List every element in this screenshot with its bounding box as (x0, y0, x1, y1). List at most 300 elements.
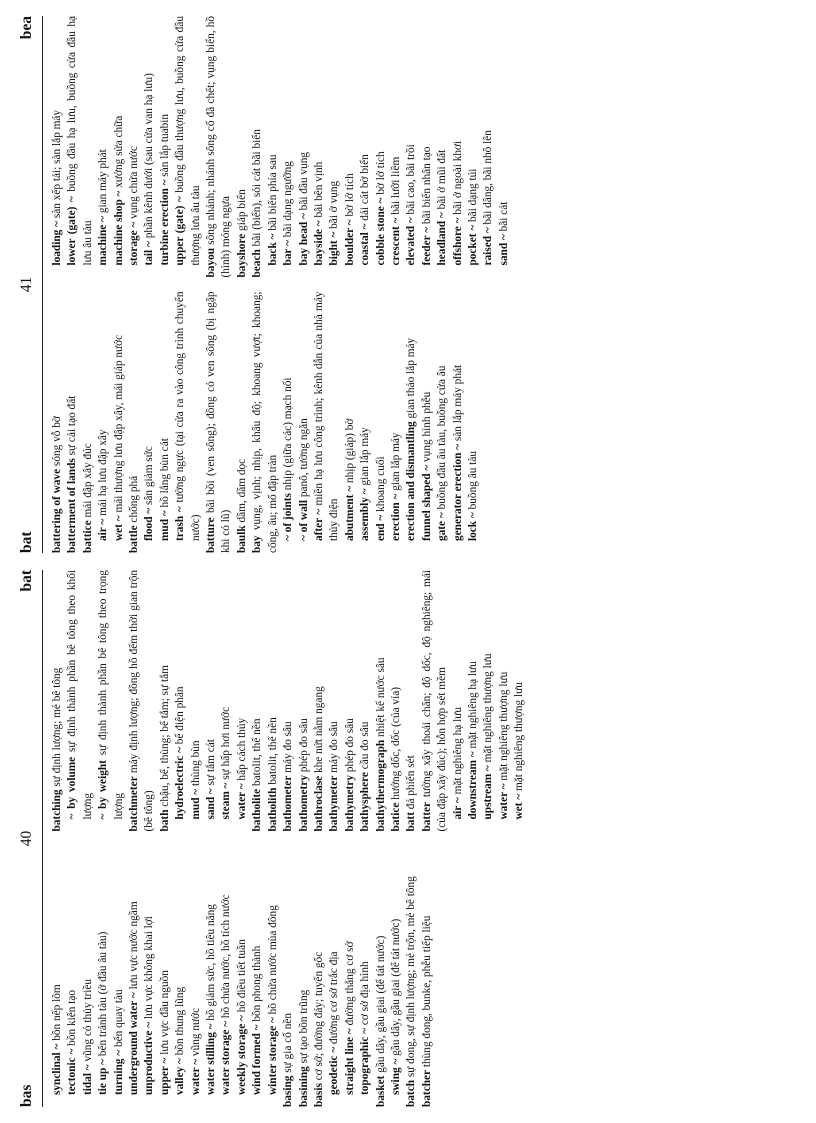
entry-headword: erection and dismantling (405, 421, 418, 541)
sub-entry (466, 570, 481, 832)
sub-entry (65, 570, 96, 832)
sub-entry (142, 846, 157, 1108)
entry-definition: lưu vực không khai lợi (143, 916, 156, 1020)
column (50, 846, 800, 1108)
entry-definition: bãi lưỡi liềm (389, 156, 402, 215)
entry-definition: bãi ở mũi đất (436, 149, 449, 210)
entry-definition: gầu dây, gầu giai (để tát nước) (389, 918, 402, 1056)
sub-entry (374, 16, 389, 278)
entry-headword: batt (405, 812, 418, 832)
entry-definition: máy định lượng; đồng hồ đếm thời gian trộn (bê tông) (128, 570, 156, 832)
sub-entry (250, 846, 265, 1108)
entry-definition: hồ điều tiết tuần (235, 939, 248, 1013)
page-header (18, 16, 43, 553)
dictionary-entry (297, 570, 312, 832)
entry-headword: battle (128, 525, 141, 553)
entry-headword: mud ~ (158, 510, 171, 541)
entry-definition: đường thẳng cơ sở (343, 941, 356, 1026)
entry-headword: bay (251, 535, 264, 553)
entry-definition: sự cải tạo đất (66, 395, 79, 456)
entry-definition: miền hạ lưu công trình; kênh dẫn của nhà máy thủy điện (312, 291, 341, 541)
sub-entry (189, 570, 204, 832)
entry-definition: cơ sở; đường đáy; tuyến gốc (312, 951, 325, 1081)
sub-entry (173, 846, 188, 1108)
sub-entry (281, 16, 296, 278)
sub-entry (266, 16, 281, 278)
sub-entry (266, 846, 281, 1108)
entry-definition: mái đập xây đúc (81, 443, 94, 518)
entry-headword: basket (374, 1075, 387, 1107)
entry-headword: wet ~ (112, 515, 125, 541)
entry-headword: battice (81, 520, 94, 553)
entry-definition: bãi biển phía sau (266, 154, 279, 231)
sub-entry (50, 16, 65, 278)
entry-definition: sự đong, sự định lượng; mẻ trộn, mẻ bê tông (405, 876, 418, 1078)
entry-headword: tail ~ (143, 241, 156, 266)
entry-definition: hồ giảm sức, hồ tiêu năng (205, 904, 218, 1021)
dictionary-entry (250, 16, 265, 278)
entry-definition: bờ lở tích (374, 151, 387, 195)
dictionary-entry (204, 16, 235, 278)
sub-entry (112, 16, 127, 278)
sub-entry (173, 16, 204, 278)
entry-definition: bến tránh tàu (ở đầu âu tàu) (97, 931, 110, 1057)
dictionary-entry (50, 292, 65, 554)
sub-entry (389, 846, 404, 1108)
sub-entry (374, 292, 389, 554)
entry-definition: mặt nghiêng thượng lưu (497, 671, 510, 781)
entry-definition: lưu vực đầu nguồn (158, 970, 171, 1055)
entry-definition: bãi cao, bãi trồi (405, 144, 418, 215)
sub-entry (219, 846, 234, 1108)
sub-entry (404, 292, 419, 554)
sub-entry (281, 292, 296, 554)
entry-definition: mặt nghiêng hạ lưu (466, 661, 479, 749)
entry-definition: bãi bồi (ven sông); đồng cỏ ven sông (bị ngập khi có lũ) (205, 291, 233, 553)
entry-definition: sự định lượng; mẻ bê tông (51, 667, 63, 787)
sub-entry (142, 16, 157, 278)
entry-headword: bathymetry (343, 775, 356, 832)
sub-entry (297, 292, 312, 554)
entry-headword: air ~ (451, 797, 464, 820)
entry-headword: water ~ (189, 1058, 202, 1095)
entry-headword: sand ~ (497, 234, 510, 266)
entry-headword: back ~ (266, 233, 279, 266)
entry-headword: assembly ~ (359, 488, 372, 541)
entry-definition: vụng, vịnh; nhịp, khẩu độ; khoang vượt; khoang; cống, âu; mố đập tràn (251, 291, 279, 553)
entry-headword: batture (205, 517, 218, 553)
entry-headword: air ~ (97, 518, 110, 541)
sub-entry (96, 292, 111, 554)
entry-headword: basing (282, 1075, 295, 1107)
entry-definition: hồ lắng bùn cát (158, 438, 171, 508)
entry-definition: nhịp (giữa các) mạch nối (282, 377, 295, 491)
entry-definition: khoang cuối (374, 456, 387, 512)
entry-definition: gian máy phát (97, 149, 110, 214)
entry-headword: machine shop ~ (112, 190, 125, 266)
entry-headword: bar ~ (282, 240, 295, 266)
sub-entry (127, 846, 142, 1108)
sub-entry (112, 292, 127, 554)
dictionary-entry (81, 292, 96, 554)
entry-definition: sông nhánh; nhánh sông cổ đã chết; vụng biển, hồ (hình) móng ngựa (205, 16, 233, 278)
dictionary-entry (127, 570, 158, 832)
entry-headword: gate ~ (436, 512, 449, 541)
entry-definition: vũng có thủy triều (81, 978, 94, 1062)
entry-definition: chậu, bể, thùng; bể tắm; sự tắm (158, 665, 171, 807)
entry-headword: loading ~ (51, 221, 63, 266)
entry-definition: gian tháo lắp máy (405, 337, 418, 419)
sub-entry (312, 292, 343, 554)
entry-headword: topographic ~ (359, 1027, 372, 1095)
entry-headword: upstream ~ (482, 765, 495, 820)
entry-definition: bồn nếp lõm (51, 984, 63, 1041)
entry-definition: bồn thung lũng (174, 986, 187, 1056)
dictionary-entry (312, 846, 327, 1108)
sub-entry (343, 292, 358, 554)
entry-definition: batolit, thể nền (251, 718, 264, 786)
column (50, 292, 800, 554)
entry-headword: battering of wave (51, 468, 63, 553)
entry-definition: bãi biển nhân tạo (420, 146, 433, 225)
entry-headword: beach (251, 249, 264, 278)
entry-headword: cobble stone ~ (374, 197, 387, 266)
entry-definition: hồ chứa nước, hồ tích nước (220, 894, 233, 1019)
entry-definition: hấp cách thủy (235, 717, 248, 781)
entry-definition: bến quay tàu (112, 989, 125, 1048)
entry-headword: funnel shaped ~ (420, 464, 433, 541)
sub-entry (466, 16, 481, 278)
entry-definition: buồng đầu hạ lưu, buồng cửa đầu hạ lưu âu tàu (66, 16, 94, 266)
page-header (18, 570, 43, 1107)
sub-entry (158, 16, 173, 278)
entry-definition: vụng chứa nước (128, 146, 141, 219)
entry-definition: mặt nghiêng thượng lưu (513, 682, 526, 792)
sub-entry (481, 16, 496, 278)
entry-headword: lock ~ (466, 512, 479, 541)
entry-headword: basis (312, 1083, 325, 1107)
dictionary-entry (235, 16, 250, 278)
sub-entry (312, 16, 327, 278)
sub-entry (343, 846, 358, 1108)
sub-entry (466, 292, 481, 554)
header-guide-right: bat (18, 570, 35, 592)
entry-headword: elevated ~ (405, 217, 418, 266)
entry-headword: sand ~ (205, 788, 218, 820)
entry-definition: gian lắp máy (359, 427, 372, 486)
entry-definition: hồ chứa nước mùa đông (266, 905, 279, 1015)
entry-definition: batolit, thể nền (266, 717, 279, 785)
entry-definition: chống phá (128, 475, 141, 523)
entry-definition: bãi cát (497, 201, 510, 232)
entry-headword: bath (158, 809, 171, 832)
entry-definition: bể điện phân (174, 686, 187, 745)
entry-definition: sự định thành phần bê tông theo khối lượng (66, 570, 94, 820)
entry-headword: bathythermograph (374, 739, 387, 832)
entry-definition: vũng nước (189, 1007, 202, 1057)
entry-definition: máy đo sâu (282, 721, 295, 773)
entry-headword: straight line ~ (343, 1028, 356, 1095)
entry-definition: nhịp (giáp) bờ (343, 418, 356, 484)
entry-headword: batholite (251, 788, 264, 832)
entry-definition: mái hạ lưu đập xây (97, 429, 110, 516)
entry-headword: abutment ~ (343, 485, 356, 541)
entry-headword: geodetic ~ (328, 1046, 341, 1095)
sub-entry (420, 16, 435, 278)
dictionary-entry (374, 846, 389, 1108)
sub-entry (435, 292, 450, 554)
entry-headword: batterment of lands (66, 458, 79, 553)
entry-definition: buồng đầu thượng lưu, buồng cửa đầu thượng lưu âu tàu (174, 16, 202, 266)
header-guide-left: bat (18, 531, 35, 553)
dictionary-entry (312, 570, 327, 832)
entry-definition: bồn phong thành (251, 945, 264, 1022)
entry-definition: đá phiến sét (405, 755, 418, 810)
entry-definition: bãi (biển), sỏi cát bãi biển (251, 129, 264, 247)
entry-headword: headland ~ (436, 212, 449, 266)
entry-headword: wind formed ~ (251, 1024, 264, 1095)
dictionary-entry (420, 846, 435, 1108)
entry-headword: baulk (235, 525, 248, 553)
entry-headword: swing ~ (389, 1058, 402, 1095)
entry-headword: bay head ~ (297, 213, 310, 266)
entry-headword: machine ~ (97, 216, 110, 266)
entry-definition: giáp biển (235, 189, 248, 231)
entry-headword: weekly storage ~ (235, 1015, 248, 1095)
sub-entry (65, 16, 96, 278)
entry-definition: bãi bên vịnh (312, 161, 325, 218)
entry-definition: đường cơ sở trắc địa (328, 951, 341, 1044)
entry-headword: batholith (266, 787, 279, 832)
entry-headword: ~ by weight (97, 760, 110, 820)
dictionary-entry (158, 570, 173, 832)
entry-definition: thùng bùn (189, 740, 202, 786)
dictionary-entry (235, 292, 250, 554)
sub-entry (389, 292, 404, 554)
entry-definition: bãi dạng ngưỡng (282, 161, 295, 238)
entry-headword: bathysphere (359, 772, 372, 832)
entry-headword: batching (51, 789, 63, 832)
sub-entry (142, 292, 157, 554)
dictionary-entry (281, 570, 296, 832)
dictionary-entry (404, 570, 419, 832)
dictionary-entry (50, 570, 65, 832)
entry-headword: basining (297, 1066, 310, 1107)
entry-definition: khe nứt nằm ngang (312, 686, 325, 774)
entry-headword: ~ of joints (282, 493, 295, 541)
entry-definition: sự gia cố nền (282, 1012, 295, 1073)
sub-entry (112, 846, 127, 1108)
entry-headword: tectonic ~ (66, 1048, 79, 1095)
entry-headword: water storage ~ (220, 1020, 233, 1095)
entry-headword: lower (gate) ~ (66, 196, 79, 266)
entry-definition: cầu đo sâu (359, 721, 372, 770)
entry-definition: sàn lắp tuabin (158, 113, 171, 177)
dictionary-entry (343, 570, 358, 832)
dictionary-entry (389, 570, 404, 832)
header-guide-right: bea (18, 16, 35, 40)
entry-headword: bathymeter (328, 775, 341, 832)
entry-definition: hướng dốc, dốc (của vỉa) (389, 687, 402, 800)
entry-definition: bãi ở vụng (328, 180, 341, 229)
dictionary-entry (127, 292, 142, 554)
dictionary-entry (281, 846, 296, 1108)
entry-headword: steam ~ (220, 782, 233, 820)
entry-headword: generator erection ~ (451, 443, 464, 541)
sub-entry (173, 292, 204, 554)
rotated-spread (8, 8, 808, 1115)
entry-headword: flood ~ (143, 507, 156, 541)
sub-entry (96, 16, 111, 278)
entry-headword: turning ~ (112, 1049, 125, 1095)
entry-headword: tie up ~ (97, 1058, 110, 1095)
entry-definition: sân giảm sức (143, 446, 156, 505)
sub-entry (420, 292, 435, 554)
entry-headword: bathometry (297, 775, 310, 832)
dictionary-entry (327, 570, 342, 832)
entry-headword: batcher (420, 1069, 433, 1107)
entry-definition: phép đo sâu (343, 718, 356, 773)
sub-entry (127, 16, 142, 278)
entry-definition: sự tắm cát (205, 739, 218, 786)
entry-definition: phần kênh dưới (sau cửa van hạ lưu) (143, 73, 156, 239)
dictionary-entry (420, 570, 451, 832)
entry-headword: bight ~ (328, 231, 341, 266)
sub-entry (358, 16, 373, 278)
sub-entry (451, 292, 466, 554)
sub-entry (358, 846, 373, 1108)
entry-definition: bồn kiến tạo (66, 989, 79, 1046)
entry-headword: feeder ~ (420, 226, 433, 266)
entry-headword: mud ~ (189, 788, 202, 820)
entry-definition: bãi dạng túi (466, 168, 479, 222)
column (50, 16, 800, 278)
entry-definition: sự hấp hơi nước (220, 706, 233, 780)
dictionary-entry (404, 846, 419, 1108)
entry-definition: tường xây thoải chân; độ dốc, độ nghiêng; mái (của đập xây đúc); hỗn hợp sét mềm (420, 570, 449, 832)
entry-definition: xưởng sửa chữa (112, 115, 125, 188)
entry-headword: hydroelectric ~ (174, 747, 187, 820)
entry-definition: gian lắp máy (389, 432, 402, 491)
entry-definition: lưu vực nước ngầm (128, 901, 141, 990)
sub-entry (173, 570, 188, 832)
entry-headword: bathometer (282, 775, 295, 832)
entry-headword: end ~ (374, 514, 387, 541)
entry-headword: batice (389, 802, 402, 832)
sub-entry (96, 570, 127, 832)
entry-headword: water ~ (497, 783, 510, 820)
entry-headword: winter storage ~ (266, 1017, 279, 1095)
sub-entry (497, 16, 512, 278)
entry-definition: sự tạo bồn trũng (297, 989, 310, 1064)
sub-entry (389, 16, 404, 278)
dictionary-entry (266, 570, 281, 832)
entry-headword: batch (405, 1080, 418, 1107)
entry-headword: bayside ~ (312, 220, 325, 266)
entry-definition: sự định thành phần bê tông theo trọng lượng (97, 570, 125, 820)
dictionary-entry (65, 292, 80, 554)
entry-headword: bayshore (235, 233, 248, 278)
entry-headword: raised ~ (482, 227, 495, 266)
entry-definition: buồng đầu âu tàu, buồng cửa âu (436, 365, 449, 510)
entry-headword: crescent ~ (389, 217, 402, 266)
page-number: 41 (18, 276, 35, 293)
sub-entry (235, 846, 250, 1108)
dictionary-entry (358, 570, 373, 832)
entry-headword: tidal ~ (81, 1064, 94, 1095)
entry-definition: buồng âu tàu (466, 451, 479, 510)
page-columns (50, 16, 800, 553)
sub-entry (204, 570, 219, 832)
entry-definition: vụng hình phễu (420, 391, 433, 462)
page-columns (50, 570, 800, 1107)
sub-entry (327, 846, 342, 1108)
entry-definition: mái thượng lưu đập xây, mái giáp nước (112, 334, 125, 513)
entry-definition: gầu dây, gầu giai (để tát nước) (374, 935, 387, 1073)
entry-headword: offshore ~ (451, 217, 464, 266)
sub-entry (81, 846, 96, 1108)
entry-headword: after ~ (312, 508, 325, 541)
entry-definition: sàn lắp máy phát (451, 364, 464, 442)
sub-entry (158, 292, 173, 554)
entry-headword: unproductive ~ (143, 1021, 156, 1095)
entry-definition: nhiệt kế nước sâu (374, 657, 387, 738)
entry-headword: coastal ~ (359, 223, 372, 266)
entry-headword: trash ~ (174, 506, 187, 541)
page-40 (8, 562, 808, 1115)
entry-headword: erection ~ (389, 493, 402, 541)
entry-headword: wet ~ (513, 793, 526, 820)
entry-definition: mặt nghiêng thượng lưu (482, 653, 495, 763)
entry-headword: bayou (205, 247, 218, 278)
entry-definition: bờ lở tích (343, 173, 356, 217)
sub-entry (96, 846, 111, 1108)
entry-definition: dầm, dầm dọc (235, 458, 248, 523)
sub-entry (435, 16, 450, 278)
entry-definition: tường ngực (tại cửa ra vào công trình chuyển nước) (174, 291, 202, 541)
entry-definition: dải cát bờ biển (359, 154, 372, 221)
dictionary-entry (297, 846, 312, 1108)
sub-entry (497, 570, 512, 832)
sub-entry (158, 846, 173, 1108)
sub-entry (189, 846, 204, 1108)
entry-headword: ~ by volume (66, 756, 79, 820)
dictionary-entry (250, 570, 265, 832)
sub-entry (204, 846, 219, 1108)
entry-definition: thùng đong, bunke, phễu tiếp liệu (420, 915, 433, 1068)
sub-entry (65, 846, 80, 1108)
entry-headword: synclinal ~ (51, 1043, 63, 1095)
entry-headword: storage ~ (128, 221, 141, 266)
sub-entry (481, 570, 496, 832)
entry-headword: batchmeter (128, 776, 141, 832)
sub-entry (404, 16, 419, 278)
entry-headword: upper (gate) ~ (174, 196, 187, 266)
entry-headword: turbine erection ~ (158, 179, 171, 266)
dictionary-entry (250, 292, 281, 554)
entry-headword: ~ of wall (297, 499, 310, 541)
page-41 (8, 8, 808, 561)
entry-definition: mặt nghiêng hạ lưu (451, 706, 464, 795)
sub-entry (451, 16, 466, 278)
entry-definition: sàn xếp tải; sàn lắp máy (51, 109, 63, 219)
entry-definition: bãi dâng, bãi nhô lên (482, 130, 495, 225)
sub-entry (219, 570, 234, 832)
entry-headword: upper ~ (158, 1057, 171, 1095)
dictionary-entry (374, 570, 389, 832)
entry-headword: batter (420, 802, 433, 832)
sub-entry (235, 570, 250, 832)
